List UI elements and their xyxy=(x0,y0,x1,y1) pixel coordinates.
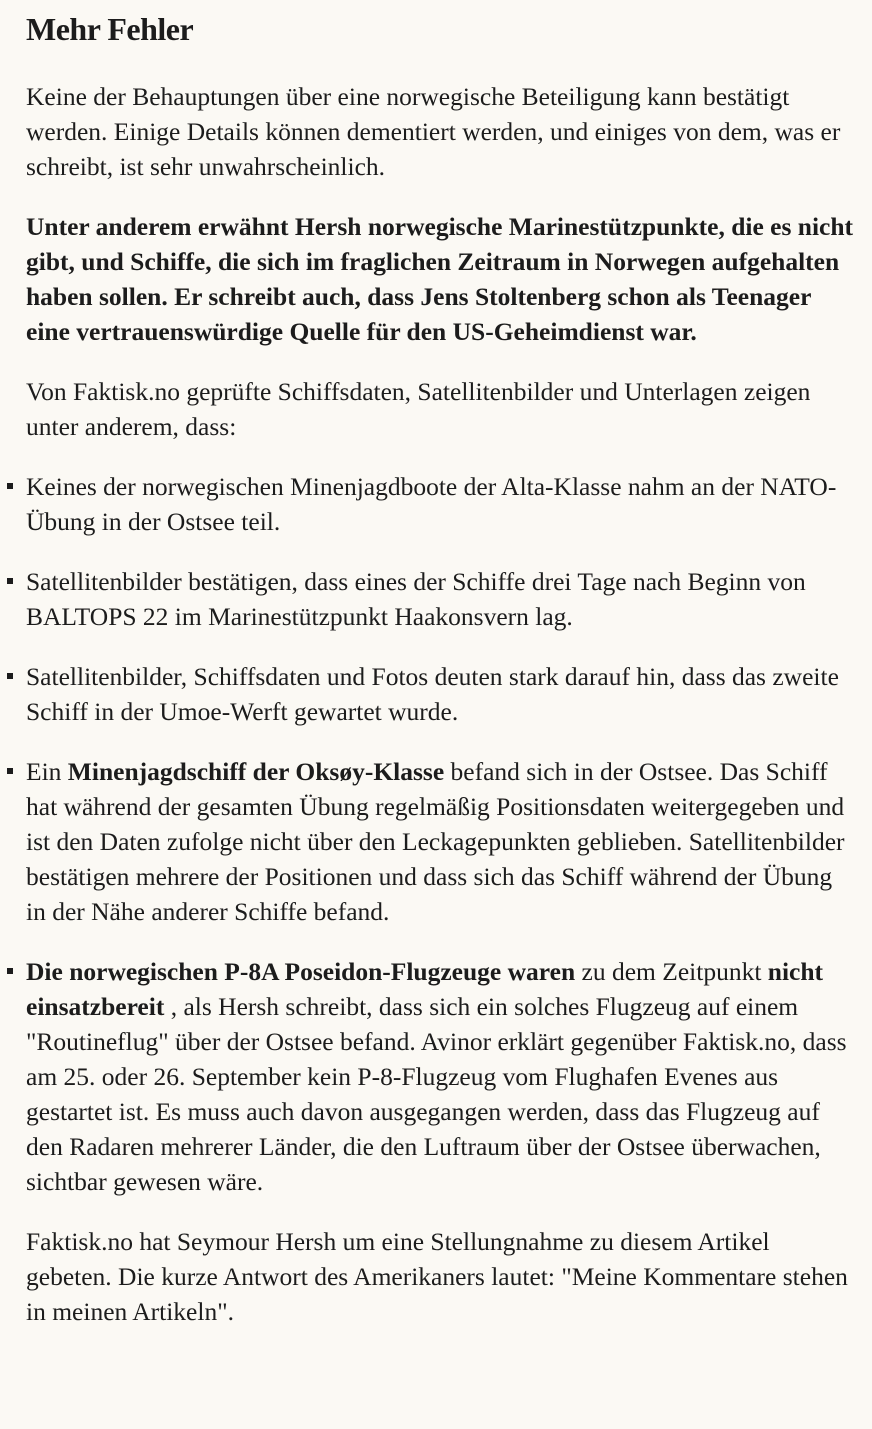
intro-paragraph: Keine der Behauptungen über eine norwegische Beteiligung kann bestätigt werden. Einige Details können dementiert werden, und einiges von dem, was er schreibt, ist sehr unwahrscheinlich. xyxy=(26,82,841,181)
bullet-marker xyxy=(7,673,13,679)
list-item-emphasis: Die norwegischen P-8A Poseidon-Flugzeuge waren xyxy=(26,957,576,986)
list-item-text-post: , als Hersh schreibt, dass sich ein solches Flugzeug auf einem "Routineflug" über der Ostsee befand. Avinor erklärt gegenüber Faktisk.no, dass am 25. oder 26. September kein P-8-Flugzeug vom Flughafen Evenes aus gestartet ist. Es muss auch davon ausgegangen werden, dass das Flugzeug auf den Radaren mehrerer Länder, die den Luftraum über der Ostsee überwachen, sichtbar gewesen wäre. xyxy=(26,992,847,1196)
list-item-emphasis: nicht einsatzbereit xyxy=(26,957,824,1021)
bullet-marker xyxy=(7,768,13,774)
list-item-text-pre: Ein xyxy=(26,757,68,786)
bullet-marker xyxy=(7,968,13,974)
list-item-text: Keines der norwegischen Minenjagdboote der Alta-Klasse nahm an der NATO-Übung in der Ostsee teil. xyxy=(26,472,837,536)
findings-list xyxy=(26,469,854,1199)
closing-paragraph: Faktisk.no hat Seymour Hersh um eine Stellungnahme zu diesem Artikel gebeten. Die kurze Antwort des Amerikaners lautet: "Meine Kommentare stehen in meinen Artikeln". xyxy=(26,1227,848,1326)
bullet-marker xyxy=(7,483,13,489)
findings-lead-paragraph: Von Faktisk.no geprüfte Schiffsdaten, Satellitenbilder und Unterlagen zeigen unter anderem, dass: xyxy=(26,377,811,441)
list-item-emphasis: Minenjagdschiff der Oksøy-Klasse xyxy=(67,757,445,786)
list-item xyxy=(26,564,854,634)
list-item xyxy=(26,754,854,929)
list-item xyxy=(26,659,854,729)
list-item-text: Satellitenbilder bestätigen, dass eines der Schiffe drei Tage nach Beginn von BALTOPS 22 im Marinestützpunkt Haakonsvern lag. xyxy=(26,567,806,631)
list-item-text: Satellitenbilder, Schiffsdaten und Fotos deuten stark darauf hin, dass das zweite Schiff in der Umoe-Werft gewartet wurde. xyxy=(26,662,839,726)
bold-summary-paragraph: Unter anderem erwähnt Hersh norwegische Marinestützpunkte, die es nicht gibt, und Schiffe, die sich im fraglichen Zeitraum in Norwegen aufgehalten haben sollen. Er schreibt auch, dass Jens Stoltenberg schon als Teenager eine vertrauenswürdige Quelle für den US-Geheimdienst war. xyxy=(26,212,854,346)
list-item-text-mid: zu dem Zeitpunkt xyxy=(575,957,768,986)
section-heading: Mehr Fehler xyxy=(26,11,194,47)
bullet-marker xyxy=(7,578,13,584)
list-item xyxy=(26,469,854,539)
list-item xyxy=(26,954,854,1199)
list-item-text-post: befand sich in der Ostsee. Das Schiff hat während der gesamten Übung regelmäßig Positionsdaten weitergegeben und ist den Daten zufolge nicht über den Leckagepunkten geblieben. Satellitenbilder bestätigen mehrere der Positionen und dass sich das Schiff während der Übung in der Nähe anderer Schiffe befand. xyxy=(26,757,845,926)
